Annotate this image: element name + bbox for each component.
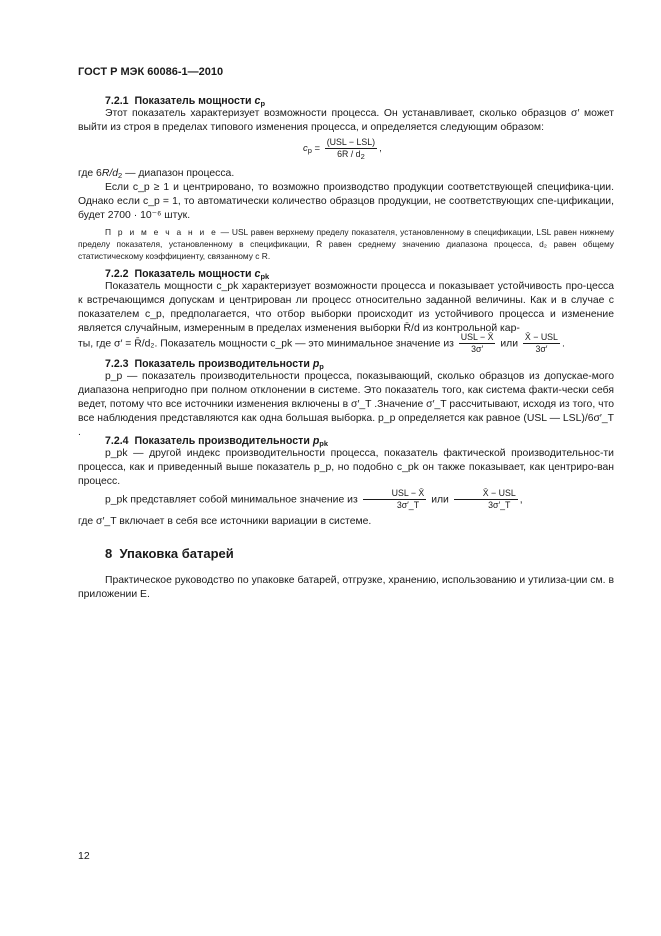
section-7-2-4-heading — [105, 435, 328, 447]
formula-lhs-sub: p — [307, 146, 312, 156]
paragraph: Практическое руководство по упаковке батарей, отгрузке, хранению, использованию и утилиза-ции см. в приложении Е. — [78, 575, 614, 600]
section-7-2-2-heading — [105, 268, 269, 280]
symbol-sub: p — [319, 362, 324, 371]
fraction-numerator: X̄ − USL — [454, 488, 518, 500]
where-desc: — диапазон процесса. — [122, 168, 235, 179]
page-number: 12 — [78, 850, 90, 862]
fraction-numerator: USL − X̄ — [363, 488, 427, 500]
where-r: R — [101, 168, 110, 179]
punctuation: , — [519, 494, 523, 506]
formula-numerator: (USL − LSL) — [326, 137, 376, 147]
fraction-denominator: 3σ′_T — [488, 500, 511, 510]
fraction-2 — [454, 488, 518, 511]
text: p_pk представляет собой минимальное значение из — [105, 494, 358, 506]
formula-den-sub: 2 — [360, 152, 365, 161]
section-number: 7.2.3 — [105, 358, 129, 370]
fraction-1 — [363, 488, 427, 511]
symbol: c — [254, 95, 261, 107]
note-text: — USL равен верхнему пределу показателя, установленному в спецификации, LSL равен нижнему пределу показателя, установленному в спецификации, R̄ равен среднему значению диапазона процесса, d₂ равен общему статистическому коэффициенту, связанному с R. — [78, 227, 614, 261]
paragraph: Если c_p ≥ 1 и центрировано, то возможно производство продукции соответствующей специфика-ции. Однако если c_p = 1, то автоматически количество образцов продукции, не соответствующих спе-цификации, будет 2700 · 10⁻⁶ штук. — [78, 182, 614, 221]
text: ты, где σ′ = R̄/d₂. Показатель мощности c_pk — это минимальное значение из — [78, 338, 454, 350]
paragraph: Этот показатель характеризует возможности процесса. Он устанавливает, сколько образцов σ′ может выйти из строя в пределах типового изменения процесса, и определяется следующим образом: — [78, 108, 614, 133]
formula-den-text: 6R / d — [337, 149, 361, 159]
fraction-denominator: 3σ′_T — [396, 500, 420, 510]
section-number: 7.2.1 — [105, 95, 129, 107]
formula-denominator — [325, 149, 377, 160]
document-header: ГОСТ Р МЭК 60086-1—2010 — [78, 66, 224, 78]
or-word: или — [500, 338, 519, 350]
section-number: 7.2.2 — [105, 268, 129, 280]
where-text: где 6 — [78, 168, 102, 179]
where-sub: 2 — [118, 171, 123, 180]
paragraph-with-fractions — [78, 488, 614, 511]
fraction-numerator: USL − X̄ — [460, 332, 494, 342]
symbol: p — [312, 358, 320, 370]
paragraph: где σ′_T включает в себя все источники вариации в системе. — [78, 516, 372, 527]
note — [78, 226, 614, 262]
fraction-2 — [523, 332, 560, 355]
formula-fraction — [325, 137, 377, 160]
symbol: c — [254, 268, 261, 280]
symbol-sub: pk — [260, 272, 270, 281]
fraction-numerator: X̄ − USL — [524, 332, 558, 342]
formula-cp: $c_p$ = $\frac{\text{(USL − LSL)}}{6R / d_2}$ , — [303, 137, 382, 161]
fraction-1 — [459, 332, 496, 355]
section-7-2-3-heading — [105, 358, 324, 370]
section-title: Упаковка батарей — [119, 546, 234, 561]
where-line — [78, 167, 614, 181]
symbol: p — [312, 435, 320, 447]
formula-lhs: c — [303, 143, 308, 155]
paragraph: p_pk — другой индекс производительности процесса, показатель фактической производительнос-ти процесса, как и приведенный выше показатель p_p, но подобно c_pk он также показывает, как центриро-ван процесс. — [78, 448, 614, 487]
section-title: Показатель производительности — [134, 435, 310, 447]
fraction-denominator: 3σ′ — [535, 344, 548, 354]
punctuation: . — [561, 338, 565, 350]
note-label: П р и м е ч а н и е — [105, 227, 218, 237]
paragraph: p_p — показатель производительности процесса, показывающий, сколько образцов из допускае-мого диапазона непригодно при полном отклонении в системе. Это показатель того, как система факти-чески себя ведет, потому что все источники изменения включены в σ′_T .Значение σ′_T рассчитывают, исходя из того, что все наблюдения представляются как одна большая выборка. p_p определяется как равное (USL — LSL)/6σ′_T . — [78, 371, 614, 438]
or-word: или — [431, 494, 449, 506]
section-title: Показатель мощности — [134, 95, 252, 107]
section-7-2-1-heading — [105, 95, 265, 107]
paragraph: Показатель мощности c_pk характеризует возможности процесса и показывает устойчивость про-цесса к встречающимся допускам и центрирован ли процесс относительно заданной величины. Как и в случае с показателем c_p, предполагается, что отбор выборки происходит из устойчивого процесса и изменение является случайным, измеренным в пределах изменения выборки R̄/d из контрольной кар- — [78, 281, 614, 334]
symbol-sub: pk — [319, 439, 329, 448]
section-title: Показатель мощности — [134, 268, 252, 280]
section-number: 7.2.4 — [105, 435, 129, 447]
section-number: 8 — [105, 546, 113, 561]
section-8-heading — [105, 546, 234, 561]
symbol-sub: p — [260, 99, 266, 108]
fraction-denominator: 3σ′ — [471, 344, 484, 354]
paragraph-with-fractions — [78, 332, 614, 355]
section-title: Показатель производительности — [134, 358, 310, 370]
where-d: /d — [109, 168, 119, 179]
